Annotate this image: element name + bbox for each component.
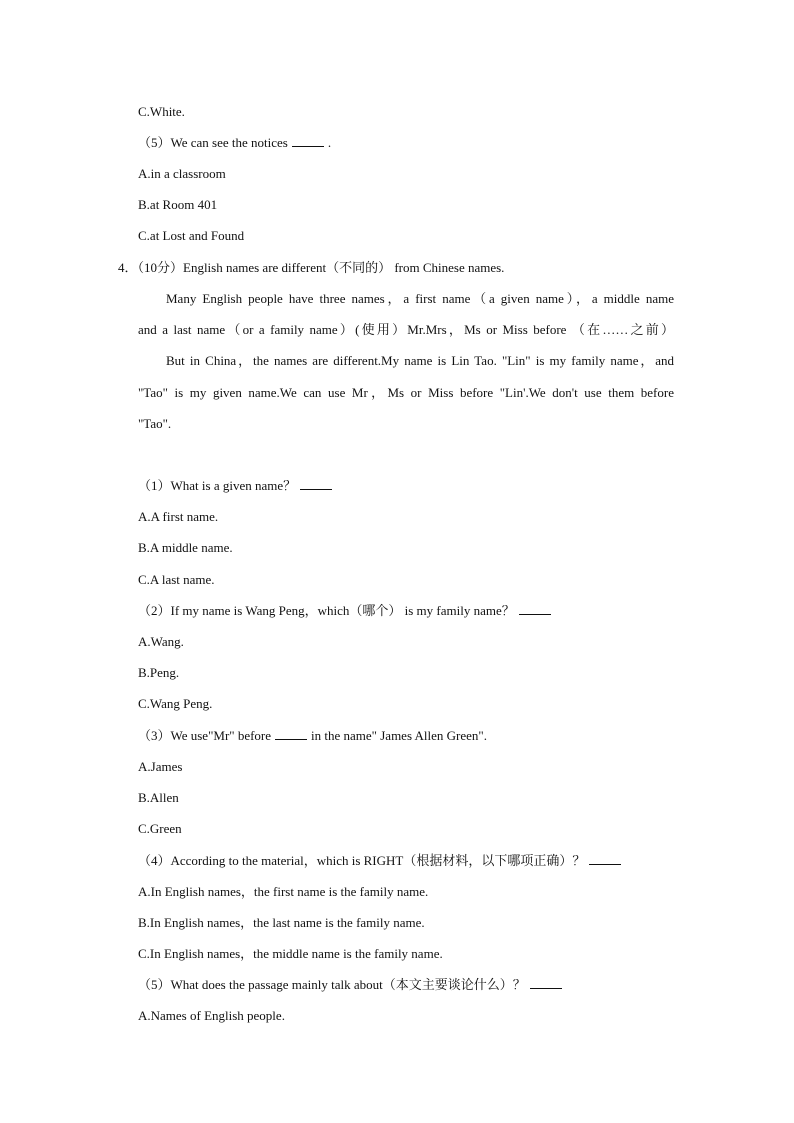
option-2b: B.Peng.: [138, 665, 180, 680]
subquestion-suffix: .: [327, 135, 332, 150]
answer-blank: [519, 603, 551, 615]
option-2c: C.Wang Peng.: [138, 696, 213, 711]
answer-blank: [292, 135, 324, 147]
subquestion-suffix: in the name" James Allen Green".: [311, 728, 487, 743]
subquestion-stem: （5）What does the passage mainly talk about（本文主要谈论什么）？: [138, 977, 526, 992]
question-4-header: 4．（10分）English names are different（不同的） from Chinese names.: [118, 260, 505, 275]
passage-line-5: "Tao".: [138, 416, 172, 431]
passage-line-4: "Tao" is my given name.We can use Mr，Ms or Miss before "Lin'.We don't use them before: [138, 385, 674, 400]
prev-option-a: A.in a classroom: [138, 166, 226, 181]
prev-question-option-c: C.White.: [138, 104, 185, 119]
option-2a: A.Wang.: [138, 634, 184, 649]
answer-blank: [300, 478, 332, 490]
option-1a: A.A first name.: [138, 509, 219, 524]
subquestion-1: [138, 478, 674, 494]
option-4b: B.In English names，the last name is the family name.: [138, 915, 425, 930]
prev-option-b: B.at Room 401: [138, 197, 218, 212]
passage-line-1: Many English people have three names，a first name（a given name），a middle name: [166, 291, 674, 306]
passage-line-3: But in China，the names are different.My name is Lin Tao. "Lin" is my family name，and: [166, 353, 674, 368]
subquestion-5: [138, 977, 674, 993]
subquestion-stem: （5）We can see the notices: [138, 135, 288, 150]
subquestion-stem: （1）What is a given name？: [138, 478, 297, 493]
prev-option-c: C.at Lost and Found: [138, 228, 245, 243]
subquestion-4: [138, 853, 674, 869]
passage-line-2: and a last name（or a family name）(使用）Mr.Mrs，Ms or Miss before （在……之前）: [138, 322, 674, 337]
option-3b: B.Allen: [138, 790, 179, 805]
prev-subquestion-5: [138, 135, 674, 151]
option-1c: C.A last name.: [138, 572, 215, 587]
subquestion-stem: （3）We use"Mr" before: [138, 728, 272, 743]
answer-blank: [530, 977, 562, 989]
subquestion-2: [138, 603, 674, 619]
option-3a: A.James: [138, 759, 183, 774]
option-4c: C.In English names，the middle name is the family name.: [138, 946, 443, 961]
option-3c: C.Green: [138, 821, 182, 836]
answer-blank: [275, 728, 307, 740]
answer-blank: [589, 853, 621, 865]
option-1b: B.A middle name.: [138, 540, 233, 555]
option-5a: A.Names of English people.: [138, 1008, 285, 1023]
subquestion-stem: （4）According to the material，which is RIGHT（根据材料，以下哪项正确）？: [138, 853, 586, 868]
subquestion-stem: （2）If my name is Wang Peng，which（哪个） is my family name？: [138, 603, 515, 618]
subquestion-3: [138, 728, 674, 744]
option-4a: A.In English names，the first name is the family name.: [138, 884, 429, 899]
